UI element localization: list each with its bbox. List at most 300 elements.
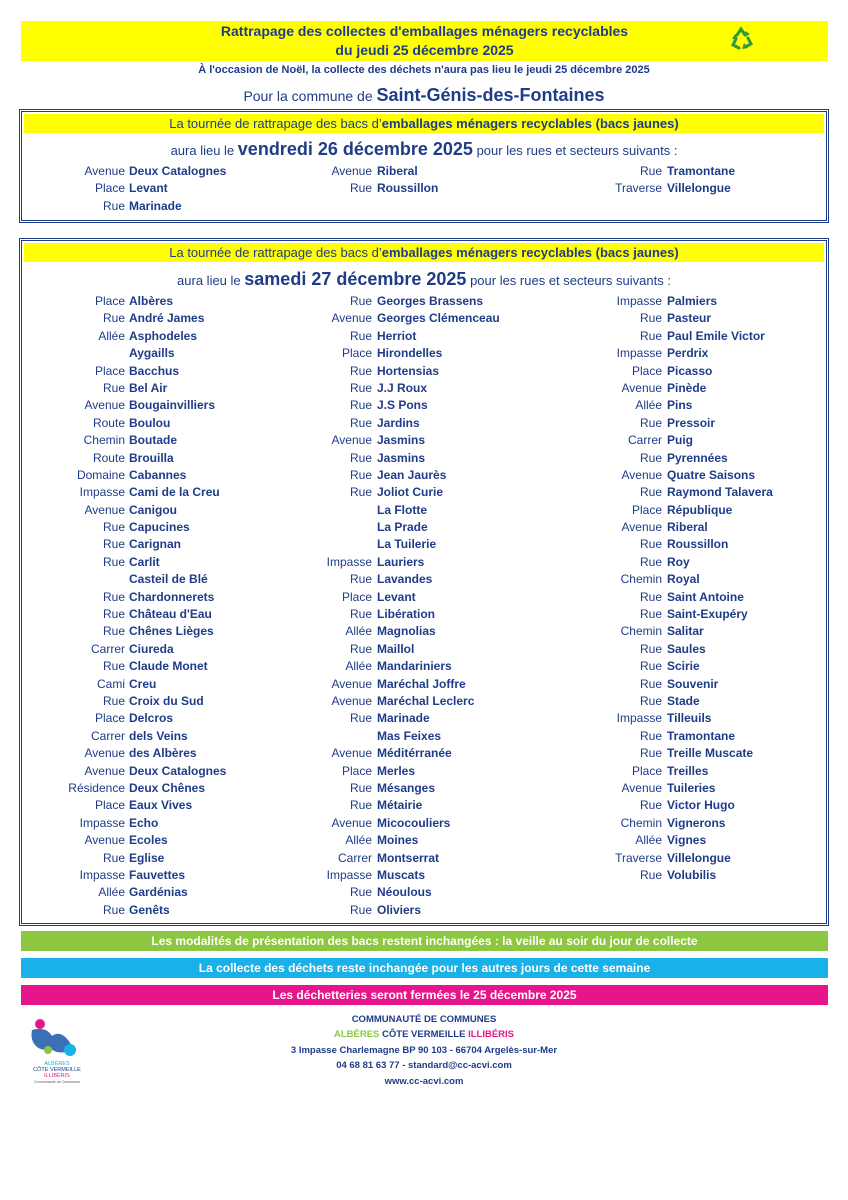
street-name: Néoulous	[377, 885, 432, 900]
street-name: Saint Antoine	[667, 589, 744, 604]
footer-name	[200, 1027, 648, 1042]
street-type: Chemin	[620, 572, 662, 587]
street-type: Allée	[635, 398, 662, 413]
street-name: Oliviers	[377, 902, 422, 917]
street-type: Place	[94, 294, 125, 308]
street-name: Cabannes	[129, 467, 187, 482]
street-name: Souvenir	[667, 676, 719, 691]
street-type: Rue	[102, 850, 125, 865]
street-row	[22, 850, 826, 867]
street-name: Casteil de Blé	[129, 572, 208, 587]
street-name: Tuileries	[667, 780, 716, 795]
street-type: Rue	[349, 294, 372, 308]
street-row	[22, 293, 826, 310]
street-name: Delcros	[129, 711, 174, 726]
street-name: Maréchal Joffre	[377, 676, 466, 691]
street-name: Picasso	[667, 363, 713, 378]
street-row	[22, 780, 826, 797]
footer-address: 3 Impasse Charlemagne BP 90 103 - 66704 Argelès-sur-Mer	[290, 1044, 558, 1056]
street-name: Château d'Eau	[129, 607, 212, 622]
recycle-icon	[728, 25, 756, 53]
sub-date: vendredi 26 décembre 2025	[237, 139, 473, 159]
street-name: Chardonnerets	[129, 589, 215, 604]
street-type: Avenue	[621, 780, 662, 795]
street-row	[22, 676, 826, 693]
street-type: Avenue	[84, 746, 125, 761]
street-name: Claude Monet	[129, 659, 208, 674]
street-column-3	[22, 163, 826, 198]
notice-text: À l'occasion de Noël, la collecte des déchets n'aura pas lieu le jeudi 25 décembre 2025	[198, 64, 650, 76]
street-type: Rue	[639, 641, 662, 656]
street-name: Lavandes	[377, 572, 433, 587]
street-name: Royal	[667, 572, 700, 587]
street-row	[22, 345, 826, 362]
logo-text-1: ALBÈRES	[44, 1061, 70, 1067]
street-type: Allée	[635, 833, 662, 848]
street-name: André James	[129, 311, 205, 326]
street-row	[22, 867, 826, 884]
street-row	[22, 658, 826, 675]
street-type: Chemin	[83, 433, 125, 448]
title-band	[21, 21, 828, 61]
street-type: Rue	[102, 380, 125, 395]
street-type: Impasse	[616, 294, 662, 308]
street-type: Rue	[639, 328, 662, 343]
street-type: Rue	[349, 328, 372, 343]
street-name: Tramontane	[667, 164, 736, 178]
sub-suffix: pour les rues et secteurs suivants :	[476, 143, 678, 158]
street-name: Pins	[667, 398, 693, 413]
street-type: Avenue	[84, 763, 125, 778]
street-type: Place	[341, 763, 372, 778]
section-saturday	[19, 238, 829, 926]
street-name: Bacchus	[129, 363, 180, 378]
street-type: Rue	[639, 450, 662, 465]
street-name: Jardins	[377, 415, 420, 430]
street-type: Place	[94, 711, 125, 726]
street-name: Pasteur	[667, 311, 712, 326]
street-type: Impasse	[79, 815, 125, 830]
street-type: Place	[94, 363, 125, 378]
street-name: Pinède	[667, 380, 707, 395]
band-prefix: La tournée de rattrapage des bacs d’	[169, 116, 382, 131]
street-type: Place	[341, 346, 372, 361]
street-name: Riberal	[667, 520, 708, 535]
title-line-1: Rattrapage des collectes d'emballages ménagers recyclables	[220, 23, 629, 39]
street-type: Rue	[349, 450, 372, 465]
street-row	[22, 710, 826, 727]
street-name: Levant	[377, 589, 416, 604]
street-type: Impasse	[616, 711, 662, 726]
street-name: Stade	[667, 693, 700, 708]
street-type: Rue	[349, 572, 372, 587]
street-type: Rue	[349, 641, 372, 656]
street-type: Avenue	[84, 502, 125, 517]
street-name: Ciureda	[129, 641, 174, 656]
street-type: Avenue	[331, 815, 372, 830]
street-name: Vignerons	[667, 815, 726, 830]
street-type: Résidence	[68, 780, 125, 795]
street-type: Rue	[102, 520, 125, 535]
street-name: Jean Jaurès	[377, 467, 447, 482]
street-type: Rue	[349, 415, 372, 430]
street-row	[22, 432, 826, 449]
street-type: Rue	[639, 659, 662, 674]
street-name: Creu	[129, 676, 157, 691]
street-name: Fauvettes	[129, 867, 186, 882]
info-bar-collection: La collecte des déchets reste inchangée pour les autres jours de cette semaine	[21, 958, 828, 978]
footer-name-3: ILLIBÉRIS	[468, 1029, 514, 1041]
street-name: Mas Feixes	[377, 728, 442, 743]
street-type: Avenue	[84, 164, 125, 178]
street-row	[22, 328, 826, 345]
street-type: Rue	[349, 485, 372, 500]
street-type: Chemin	[620, 815, 662, 830]
title-line-2: du jeudi 25 décembre 2025	[335, 42, 514, 58]
street-type: Rue	[102, 693, 125, 708]
street-name: Micocouliers	[377, 815, 451, 830]
street-name: Brouilla	[129, 450, 174, 465]
street-type: Place	[631, 363, 662, 378]
street-name: Eaux Vives	[129, 798, 193, 813]
street-name: La Flotte	[377, 502, 427, 517]
street-name: Deux Catalognes	[129, 164, 227, 178]
street-type: Rue	[639, 589, 662, 604]
street-name: Cami de la Creu	[129, 485, 220, 500]
street-name: République	[667, 502, 733, 517]
street-name: Chênes Lièges	[129, 624, 214, 639]
street-name: Merles	[377, 763, 416, 778]
street-name: Herriot	[377, 328, 417, 343]
street-type: Impasse	[326, 867, 372, 882]
street-name: Quatre Saisons	[667, 467, 756, 482]
street-row	[22, 693, 826, 710]
street-name: Carignan	[129, 537, 182, 552]
street-name: J.J Roux	[377, 380, 428, 395]
street-row	[22, 467, 826, 484]
street-type: Traverse	[615, 181, 662, 196]
street-type: Rue	[102, 902, 125, 917]
street-type: Rue	[349, 398, 372, 413]
street-row	[22, 450, 826, 467]
section-saturday-subtitle	[22, 269, 826, 290]
street-name: Libération	[377, 607, 436, 622]
street-name: Hortensias	[377, 363, 440, 378]
street-type: Carrer	[337, 850, 372, 865]
street-name: Ecoles	[129, 833, 168, 848]
sub-prefix: aura lieu le	[170, 143, 235, 158]
street-type: Rue	[639, 164, 662, 178]
street-name: Scirie	[667, 659, 700, 674]
street-type: Place	[341, 589, 372, 604]
acvi-logo	[26, 1016, 88, 1086]
street-type: Rue	[639, 867, 662, 882]
street-name: Albères	[129, 294, 174, 308]
street-name: Georges Brassens	[377, 294, 484, 308]
street-type: Rue	[102, 198, 125, 213]
street-type: Carrer	[90, 641, 125, 656]
street-row	[22, 797, 826, 814]
street-name: Magnolias	[377, 624, 436, 639]
street-type: Cami	[96, 676, 125, 691]
street-name: Salitar	[667, 624, 704, 639]
street-type: Allée	[345, 833, 372, 848]
street-type: Place	[631, 763, 662, 778]
street-name: Canigou	[129, 502, 177, 517]
street-row	[22, 415, 826, 432]
street-type: Route	[92, 450, 125, 465]
street-row	[22, 641, 826, 658]
street-name: Marinade	[129, 198, 182, 213]
street-row	[22, 832, 826, 849]
street-name: La Tuilerie	[377, 537, 437, 552]
street-row	[22, 623, 826, 640]
street-type: Avenue	[331, 164, 372, 178]
street-name: Villelongue	[667, 181, 731, 196]
street-type: Rue	[349, 798, 372, 813]
street-type: Rue	[639, 311, 662, 326]
street-name: Puig	[667, 433, 693, 448]
street-type: Carrer	[90, 728, 125, 743]
street-type: Place	[94, 798, 125, 813]
section-friday-subtitle	[22, 139, 826, 160]
street-type: Chemin	[620, 624, 662, 639]
street-type: Avenue	[331, 433, 372, 448]
info-bar-presentation: Les modalités de présentation des bacs restent inchangées : la veille au soir du jour de collecte	[21, 931, 828, 951]
street-type: Allée	[98, 885, 125, 900]
footer-name-2: CÔTE VERMEILLE	[382, 1029, 466, 1041]
street-row	[22, 180, 826, 197]
street-name: Boutade	[129, 433, 177, 448]
street-name: Levant	[129, 181, 168, 196]
street-name: Asphodeles	[129, 328, 198, 343]
street-type: Route	[92, 415, 125, 430]
street-type: Allée	[345, 659, 372, 674]
street-type: Rue	[349, 181, 372, 196]
street-type: Place	[631, 502, 662, 517]
street-name: Treilles	[667, 763, 709, 778]
street-name: Roy	[667, 554, 690, 569]
street-name: Jasmins	[377, 450, 426, 465]
street-type: Rue	[349, 902, 372, 917]
street-name: Echo	[129, 815, 159, 830]
street-type: Impasse	[79, 485, 125, 500]
street-name: Treille Muscate	[667, 746, 754, 761]
street-row	[22, 484, 826, 501]
street-name: Boulou	[129, 415, 171, 430]
street-type: Rue	[102, 607, 125, 622]
street-row	[22, 519, 826, 536]
street-type: Rue	[102, 624, 125, 639]
street-name: Montserrat	[377, 850, 440, 865]
street-name: Capucines	[129, 520, 190, 535]
street-name: Roussillon	[667, 537, 729, 552]
street-type: Rue	[349, 885, 372, 900]
street-name: Genêts	[129, 902, 170, 917]
street-type: Rue	[349, 467, 372, 482]
street-row	[22, 536, 826, 553]
street-name: Perdrix	[667, 346, 709, 361]
street-type: Rue	[639, 415, 662, 430]
info-bar-dechetteries: Les déchetteries seront fermées le 25 décembre 2025	[21, 985, 828, 1005]
street-name: Villelongue	[667, 850, 731, 865]
street-type: Avenue	[621, 467, 662, 482]
street-type: Impasse	[79, 867, 125, 882]
street-type: Avenue	[331, 693, 372, 708]
street-name: Mandariniers	[377, 659, 452, 674]
street-row	[22, 502, 826, 519]
street-type: Rue	[639, 798, 662, 813]
street-name: Bougainvilliers	[129, 398, 216, 413]
street-name: Volubilis	[667, 867, 717, 882]
street-type: Carrer	[627, 433, 662, 448]
street-type: Rue	[102, 659, 125, 674]
section-saturday-band	[24, 243, 824, 262]
street-type: Rue	[639, 746, 662, 761]
street-row	[22, 198, 826, 215]
street-type: Rue	[349, 363, 372, 378]
street-name: Eglise	[129, 850, 165, 865]
street-name: Tramontane	[667, 728, 736, 743]
street-name: Croix du Sud	[129, 693, 204, 708]
street-type: Avenue	[621, 520, 662, 535]
street-name: Marinade	[377, 711, 430, 726]
footer-contact[interactable]: 04 68 81 63 77 - standard@cc-acvi.com	[336, 1060, 512, 1072]
sub-prefix: aura lieu le	[177, 273, 241, 288]
commune-prefix: Pour la commune de	[243, 88, 373, 104]
street-type: Rue	[102, 589, 125, 604]
street-name: Vignes	[667, 833, 707, 848]
street-row	[22, 163, 826, 180]
street-row	[22, 363, 826, 380]
logo-text-4: Communauté de Communes	[34, 1080, 80, 1084]
street-type: Rue	[102, 554, 125, 569]
street-row	[22, 902, 826, 919]
street-name: Riberal	[377, 164, 418, 178]
sub-date: samedi 27 décembre 2025	[244, 269, 467, 289]
street-name: Carlit	[129, 554, 160, 569]
street-type: Rue	[639, 485, 662, 500]
street-type: Rue	[639, 693, 662, 708]
footer	[200, 1012, 648, 1089]
street-name: Saint-Exupéry	[667, 607, 748, 622]
street-name: J.S Pons	[377, 398, 428, 413]
street-name: Saules	[667, 641, 706, 656]
street-name: Deux Chênes	[129, 780, 206, 795]
street-row	[22, 397, 826, 414]
street-row	[22, 606, 826, 623]
street-name: Deux Catalognes	[129, 763, 227, 778]
street-type: Rue	[349, 380, 372, 395]
street-name: Tilleuils	[667, 711, 712, 726]
section-friday-band	[24, 114, 824, 133]
street-name: Aygaills	[129, 346, 175, 361]
street-type: Place	[94, 181, 125, 196]
street-name: Méditérranée	[377, 746, 452, 761]
street-row	[22, 728, 826, 745]
street-name: Bel Air	[129, 380, 168, 395]
street-name: Pressoir	[667, 415, 716, 430]
street-name: Muscats	[377, 867, 426, 882]
street-type: Rue	[349, 711, 372, 726]
street-name: Paul Emile Victor	[667, 328, 765, 343]
street-name: Jasmins	[377, 433, 426, 448]
street-row	[22, 763, 826, 780]
street-type: Impasse	[616, 346, 662, 361]
street-name: Moines	[377, 833, 419, 848]
street-row	[22, 380, 826, 397]
logo-text-3: ILLIBÉRIS	[44, 1073, 70, 1079]
street-name: Maréchal Leclerc	[377, 693, 475, 708]
street-type: Rue	[639, 728, 662, 743]
street-name: Métairie	[377, 798, 423, 813]
sub-suffix: pour les rues et secteurs suivants :	[470, 273, 671, 288]
street-type: Avenue	[84, 398, 125, 413]
section-friday	[19, 109, 829, 223]
street-type: Impasse	[326, 554, 372, 569]
street-name: Gardénias	[129, 885, 188, 900]
street-type: Rue	[349, 607, 372, 622]
band-bold: emballages ménagers recyclables (bacs jaunes)	[381, 245, 679, 260]
logo-text-2: CÔTE VERMEILLE	[33, 1067, 81, 1073]
street-row	[22, 815, 826, 832]
street-row	[22, 745, 826, 762]
street-type: Traverse	[615, 850, 662, 865]
street-name: Joliot Curie	[377, 485, 444, 500]
commune-name: Saint-Génis-des-Fontaines	[376, 85, 605, 105]
street-type: Rue	[639, 676, 662, 691]
street-row	[22, 884, 826, 901]
street-row	[22, 554, 826, 571]
street-name: Pyrennées	[667, 450, 728, 465]
band-prefix: La tournée de rattrapage des bacs d’	[169, 245, 382, 260]
street-type: Domaine	[76, 467, 125, 482]
street-row	[22, 589, 826, 606]
footer-web-link[interactable]: www.cc-acvi.com	[384, 1075, 464, 1087]
street-type: Rue	[102, 311, 125, 326]
street-type: Rue	[639, 554, 662, 569]
street-name: Mésanges	[377, 780, 436, 795]
street-type: Rue	[102, 537, 125, 552]
street-type: Rue	[349, 780, 372, 795]
street-name: Georges Clémenceau	[377, 311, 500, 326]
street-name: Victor Hugo	[667, 798, 735, 813]
street-type: Rue	[639, 537, 662, 552]
street-type: Avenue	[621, 380, 662, 395]
street-name: La Prade	[377, 520, 428, 535]
street-type: Avenue	[331, 746, 372, 761]
street-name: dels Veins	[129, 728, 188, 743]
street-type: Avenue	[331, 676, 372, 691]
street-column-3	[22, 293, 826, 884]
street-row	[22, 571, 826, 588]
street-type: Avenue	[84, 833, 125, 848]
street-name: Hirondelles	[377, 346, 443, 361]
street-row	[22, 310, 826, 327]
footer-org: COMMUNAUTÉ DE COMMUNES	[351, 1014, 497, 1025]
band-bold: emballages ménagers recyclables (bacs jaunes)	[381, 116, 679, 131]
footer-name-1: ALBÈRES	[333, 1029, 380, 1041]
street-type: Avenue	[331, 311, 372, 326]
street-name: Lauriers	[377, 554, 425, 569]
street-name: Palmiers	[667, 294, 718, 308]
street-type: Rue	[639, 607, 662, 622]
commune-line	[0, 85, 848, 106]
street-name: Roussillon	[377, 181, 439, 196]
street-name: des Albères	[129, 746, 197, 761]
street-type: Allée	[98, 328, 125, 343]
street-name: Maillol	[377, 641, 415, 656]
